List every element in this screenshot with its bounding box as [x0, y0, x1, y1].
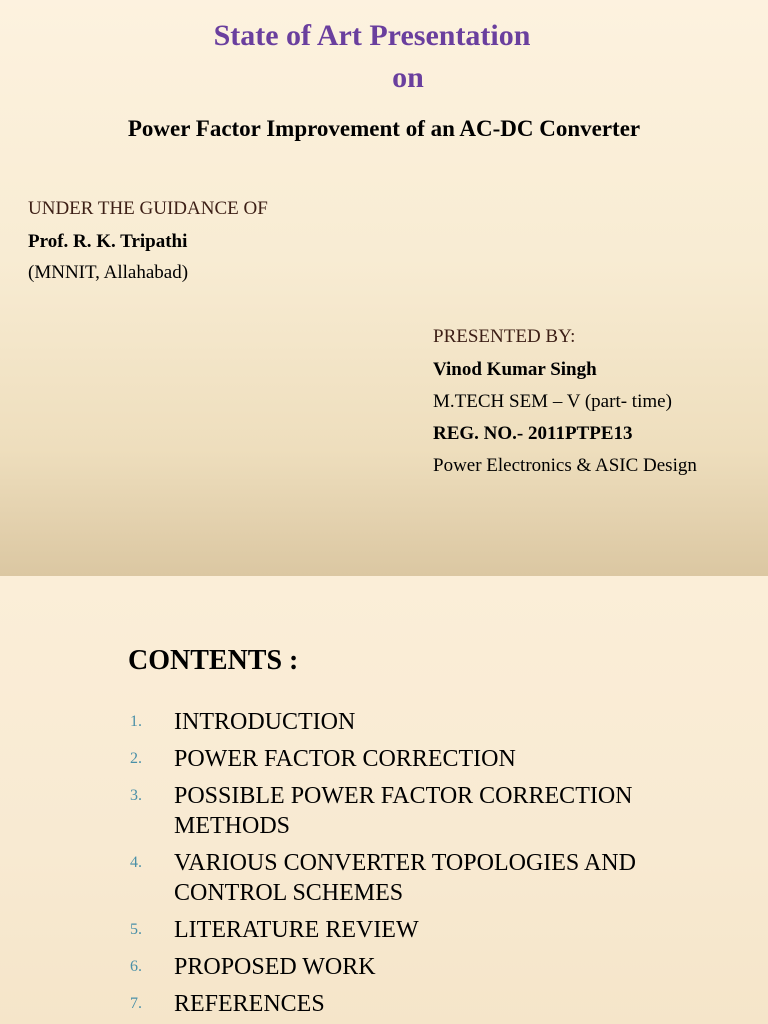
guidance-label: UNDER THE GUIDANCE OF [28, 198, 268, 219]
contents-item-text: PROPOSED WORK [174, 954, 376, 980]
presenter-course: M.TECH SEM – V (part- time) [433, 391, 672, 412]
contents-item-text: LITERATURE REVIEW [174, 917, 419, 943]
presented-by-label: PRESENTED BY: [433, 326, 576, 347]
presentation-title: State of Art Presentation [213, 19, 531, 52]
contents-item-text: INTRODUCTION [174, 709, 356, 735]
contents-item [0, 707, 768, 744]
presenter-name: Vinod Kumar Singh [433, 359, 597, 380]
guide-institution: (MNNIT, Allahabad) [28, 262, 189, 283]
presenter-department: Power Electronics & ASIC Design [433, 455, 697, 476]
contents-item [0, 989, 768, 1024]
presentation-title-connector: on [392, 61, 424, 94]
contents-item-number: 7. [130, 995, 142, 1012]
contents-heading: CONTENTS : [128, 645, 299, 676]
contents-item-number: 2. [130, 750, 142, 767]
presentation-subtitle: Power Factor Improvement of an AC-DC Converter [127, 116, 641, 141]
contents-item-number: 3. [130, 787, 142, 804]
contents-list [0, 707, 768, 1024]
contents-slide [0, 576, 768, 1024]
contents-item-text: POWER FACTOR CORRECTION [174, 746, 516, 772]
contents-item [0, 952, 768, 989]
presenter-reg-no: REG. NO.- 2011PTPE13 [433, 423, 633, 444]
guide-name: Prof. R. K. Tripathi [28, 231, 188, 252]
contents-item-text: REFERENCES [174, 991, 325, 1017]
contents-item-text: VARIOUS CONVERTER TOPOLOGIES AND CONTROL SCHEMES [174, 850, 636, 906]
contents-item [0, 915, 768, 952]
contents-item [0, 781, 768, 848]
contents-item-text: POSSIBLE POWER FACTOR CORRECTION METHODS [174, 783, 633, 839]
contents-item-number: 5. [130, 921, 142, 938]
contents-item-number: 6. [130, 958, 142, 975]
contents-item [0, 744, 768, 781]
contents-item-number: 1. [130, 713, 142, 730]
contents-item-number: 4. [130, 854, 142, 871]
contents-item [0, 848, 768, 915]
